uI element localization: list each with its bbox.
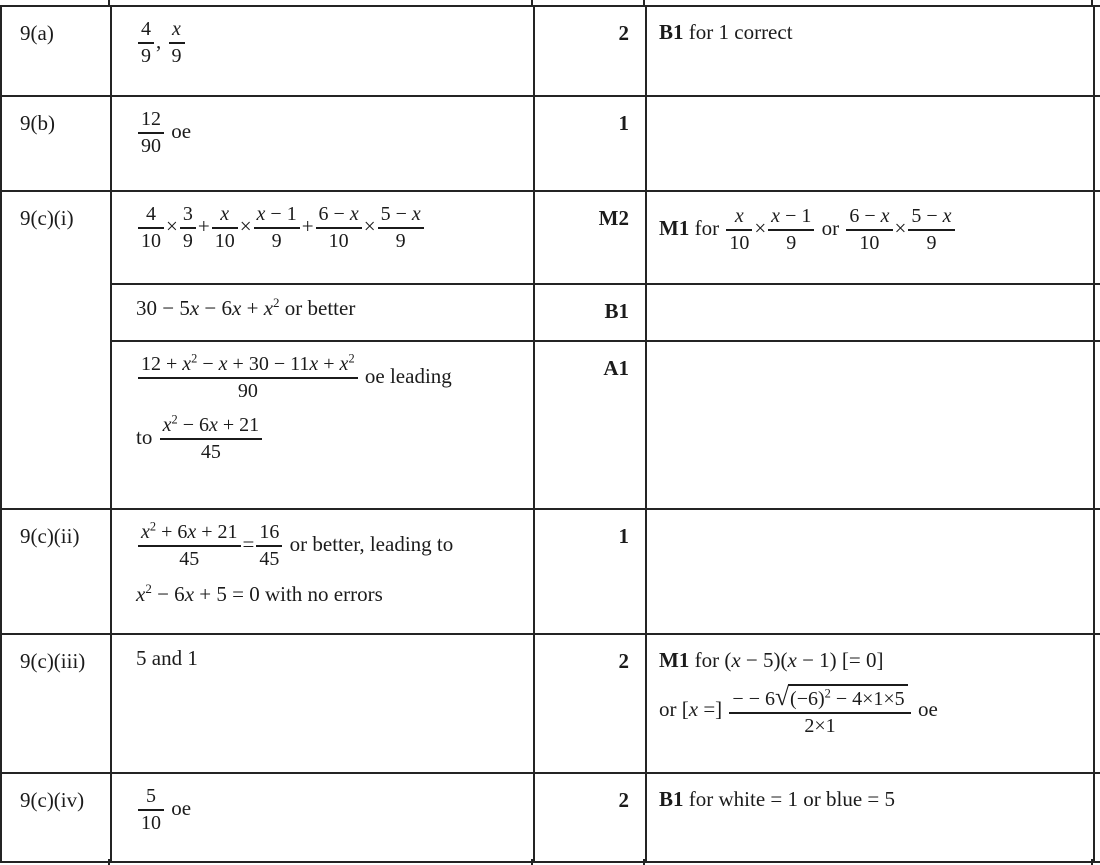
question-cell — [1, 191, 111, 509]
fraction: − − 6 √ $(-6)^2 - 4\times 1\times 5$ 2×1 — [729, 684, 910, 738]
answer-cell — [111, 773, 534, 862]
table-row — [1, 773, 1100, 862]
table-row — [1, 634, 1100, 773]
table-row — [1, 96, 1100, 191]
fraction: $\frac{5 - x}{9}$ — [908, 205, 954, 255]
fraction: $\frac{x}{10}$ — [726, 205, 752, 255]
table-row — [1, 284, 1100, 341]
column-border-stub — [108, 0, 110, 7]
column-border-stub — [643, 859, 645, 865]
column-border-stub — [108, 859, 110, 865]
answer-line: $x^2 - 6x + 5 = 0$ with no errors — [136, 581, 383, 606]
question-label: 9(c)(iv) — [20, 788, 85, 812]
marks-cell — [534, 284, 646, 341]
answer-line: $\frac{4}{10}$ × $\frac{3}{9}$ + $\frac{x}{10}$ × $\frac{x - 1}{9}$ + $\frac{6 - x}{10}$ × $\frac{5 - x}{9}$ — [136, 202, 525, 254]
fraction: $\frac{12}{90}$ — [138, 108, 164, 158]
table-row — [1, 341, 1100, 509]
answer-line: $\frac{12}{90}$ oe — [136, 107, 525, 159]
fraction: $\frac{5 - x}{9}$ — [378, 203, 424, 253]
answer-line: $30 - 5x - 6x + x^2$ or better — [136, 295, 356, 320]
column-border-stub — [1091, 859, 1093, 865]
table-bottom-continuation — [0, 859, 1100, 865]
notes-cell — [646, 191, 1094, 284]
notes-line: M1 for $\frac{x}{10}$ × $\frac{x - 1}{9}$ or $\frac{6 - x}{10}$ × $\frac{5 - x}{9}$ — [659, 204, 1085, 256]
fraction: $\frac{12 + x^2 - x + 30 - 11x + x^2}{90}$ — [138, 353, 358, 403]
fraction: $\frac{x^2 + 6x + 21}{45}$ — [138, 521, 241, 571]
mark-value: 1 — [618, 524, 629, 548]
notes-line: B1 for white = 1 or blue = 5 — [659, 787, 895, 811]
table-row — [1, 509, 1100, 634]
table-edge-filler — [1094, 509, 1100, 634]
fraction: $\frac{x - 1}{9}$ — [768, 205, 814, 255]
table-edge-filler — [1094, 634, 1100, 773]
fraction: $\frac{6 - x}{10}$ — [846, 205, 892, 255]
notes-cell — [646, 634, 1094, 773]
fraction: $\frac{x}{9}$ — [169, 18, 185, 68]
column-border-stub — [531, 0, 533, 7]
mark-value: 2 — [618, 21, 629, 45]
mark-value: B1 — [604, 299, 629, 323]
mark-scheme-table — [0, 5, 1100, 863]
marks-cell — [534, 96, 646, 191]
question-label: 9(b) — [20, 111, 55, 135]
column-border-stub — [1091, 0, 1093, 7]
fraction: $\frac{x^2 - 6x + 21}{45}$ — [160, 414, 263, 464]
answer-line: $\frac{4}{9}$ , $\frac{x}{9}$ — [136, 17, 525, 69]
table-row — [1, 191, 1100, 284]
mark-value: 2 — [618, 649, 629, 673]
marks-cell — [534, 191, 646, 284]
column-border-stub — [643, 0, 645, 7]
answer-cell — [111, 284, 534, 341]
table-top-continuation — [0, 0, 1100, 7]
fraction: $\frac{6 - x}{10}$ — [316, 203, 362, 253]
notes-cell — [646, 96, 1094, 191]
mark-value: 2 — [618, 788, 629, 812]
fraction: $\frac{3}{9}$ — [180, 203, 196, 253]
notes-line: M1 for (x − 5)(x − 1) [= 0] — [659, 648, 884, 672]
question-cell — [1, 96, 111, 191]
question-label: 9(c)(ii) — [20, 524, 80, 548]
question-label: 9(c)(i) — [20, 206, 74, 230]
mark-value: 1 — [618, 111, 629, 135]
marks-cell — [534, 634, 646, 773]
notes-line: B1 for 1 correct — [659, 20, 793, 44]
table-edge-filler — [1094, 96, 1100, 191]
notes-cell — [646, 773, 1094, 862]
answer-cell — [111, 6, 534, 96]
table-edge-filler — [1094, 284, 1100, 341]
table-edge-filler — [1094, 773, 1100, 862]
question-cell — [1, 6, 111, 96]
marks-cell — [534, 341, 646, 509]
notes-line: or [x =] − − 6 √ $(-6)^2 - 4\times 1\times 5$ 2×1 oe — [659, 682, 938, 738]
fraction: $\frac{4}{10}$ — [138, 203, 164, 253]
answer-line: $\frac{5}{10}$ oe — [136, 784, 525, 836]
fraction: $\frac{x - 1}{9}$ — [254, 203, 300, 253]
notes-cell — [646, 6, 1094, 96]
fraction: $\frac{x}{10}$ — [212, 203, 238, 253]
table-row — [1, 6, 1100, 96]
square-root: √ $(-6)^2 - 4\times 1\times 5$ — [775, 684, 908, 711]
answer-line: 5 and 1 — [136, 646, 198, 670]
answer-cell — [111, 341, 534, 509]
mark-value: A1 — [603, 356, 629, 380]
column-border-stub — [531, 859, 533, 865]
table-edge-filler — [1094, 6, 1100, 96]
table-edge-filler — [1094, 341, 1100, 509]
notes-cell — [646, 341, 1094, 509]
fraction: $\frac{4}{9}$ — [138, 18, 154, 68]
notes-cell — [646, 284, 1094, 341]
answer-cell — [111, 634, 534, 773]
marks-cell — [534, 773, 646, 862]
answer-line: to $\frac{x^2 - 6x + 21}{45}$ — [136, 413, 525, 465]
answer-cell — [111, 96, 534, 191]
question-cell — [1, 509, 111, 634]
question-cell — [1, 773, 111, 862]
table-edge-filler — [1094, 191, 1100, 284]
notes-cell — [646, 509, 1094, 634]
answer-line: $\frac{12 + x^2 - x + 30 - 11x + x^2}{90}$ oe leading — [136, 352, 525, 404]
answer-cell — [111, 191, 534, 284]
fraction: $\frac{5}{10}$ — [138, 785, 164, 835]
question-cell — [1, 634, 111, 773]
mark-value: M2 — [598, 206, 629, 230]
fraction: $\frac{16}{45}$ — [256, 521, 282, 571]
question-label: 9(a) — [20, 21, 54, 45]
answer-line: $\frac{x^2 + 6x + 21}{45}$ = $\frac{16}{45}$ or better, leading to — [136, 520, 525, 572]
marks-cell — [534, 6, 646, 96]
answer-cell — [111, 509, 534, 634]
question-label: 9(c)(iii) — [20, 649, 86, 673]
marks-cell — [534, 509, 646, 634]
